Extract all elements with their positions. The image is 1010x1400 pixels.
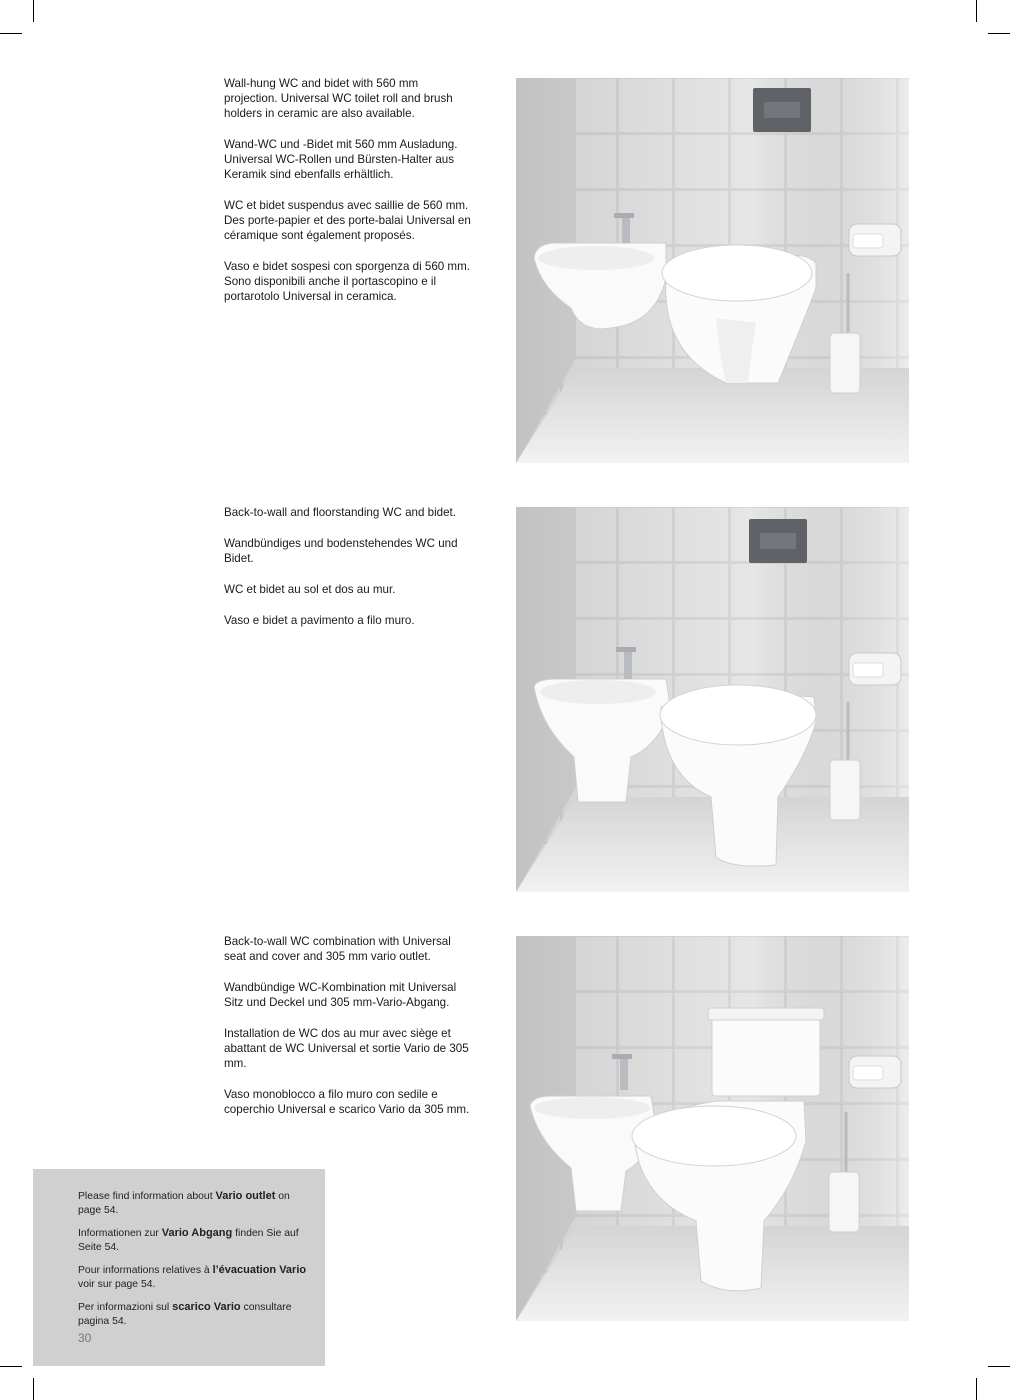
section-1-text: [224, 76, 474, 320]
crop-mark: [988, 33, 1010, 34]
crop-mark: [33, 0, 34, 22]
crop-mark: [988, 1366, 1010, 1367]
section-2-it: Vaso e bidet a pavimento a filo muro.: [224, 614, 415, 627]
section-2-de: Wandbündiges und bodenstehendes WC und Bidet.: [224, 537, 458, 565]
wall-hung-wc-bidet-photo: [516, 78, 909, 463]
floorstanding-wc-bidet-photo: [516, 507, 909, 892]
info-line-en-bold: Vario outlet: [215, 1190, 276, 1202]
crop-mark: [33, 1378, 34, 1400]
section-3-en: Back-to-wall WC combination with Universal seat and cover and 305 mm vario outlet.: [224, 935, 451, 963]
section-3-de: Wandbündige WC-Kombination mit Universal Sitz und Deckel und 305 mm-Vario-Abgang.: [224, 981, 457, 1009]
section-1-fr: WC et bidet suspendus avec saillie de 560 mm. Des porte-papier et des porte-balai Universal en céramique sont également proposés.: [224, 199, 471, 242]
crop-mark: [0, 1366, 22, 1367]
section-1-de: Wand-WC und -Bidet mit 560 mm Ausladung. Universal WC-Rollen und Bürsten-Halter aus Keramik sind ebenfalls erhältlich.: [224, 138, 458, 181]
section-2-en: Back-to-wall and floorstanding WC and bidet.: [224, 506, 456, 519]
page-number: 30: [78, 1331, 92, 1345]
info-line-en: Please find information about Vario outlet on page 54.: [78, 1190, 290, 1216]
section-3-text: [224, 934, 474, 1133]
info-line-it: Per informazioni sul scarico Vario consultare pagina 54.: [78, 1301, 292, 1327]
info-line-it-bold: scarico Vario: [172, 1301, 241, 1313]
section-1-it: Vaso e bidet sospesi con sporgenza di 560 mm. Sono disponibili anche il portascopino e il portarotolo Universal in ceramica.: [224, 260, 470, 303]
wc-combination-photo: [516, 936, 909, 1321]
section-3-it: Vaso monoblocco a filo muro con sedile e coperchio Universal e scarico Vario da 305 mm.: [224, 1088, 470, 1116]
info-line-de-bold: Vario Abgang: [161, 1227, 233, 1239]
info-line-de: Informationen zur Vario Abgang finden Sie auf Seite 54.: [78, 1227, 299, 1253]
crop-mark: [0, 33, 22, 34]
info-line-fr: Pour informations relatives à l’évacuation Vario voir sur page 54.: [78, 1264, 307, 1290]
crop-mark: [976, 1378, 977, 1400]
section-2-fr: WC et bidet au sol et dos au mur.: [224, 583, 396, 596]
info-line-fr-bold: l’évacuation Vario: [212, 1264, 307, 1276]
vario-info-box: [33, 1169, 325, 1366]
section-3-fr: Installation de WC dos au mur avec siège et abattant de WC Universal et sortie Vario de 305 mm.: [224, 1027, 469, 1070]
crop-mark: [976, 0, 977, 22]
section-1-en: Wall-hung WC and bidet with 560 mm projection. Universal WC toilet roll and brush holders in ceramic are also available.: [224, 77, 453, 120]
section-2-text: [224, 505, 474, 644]
